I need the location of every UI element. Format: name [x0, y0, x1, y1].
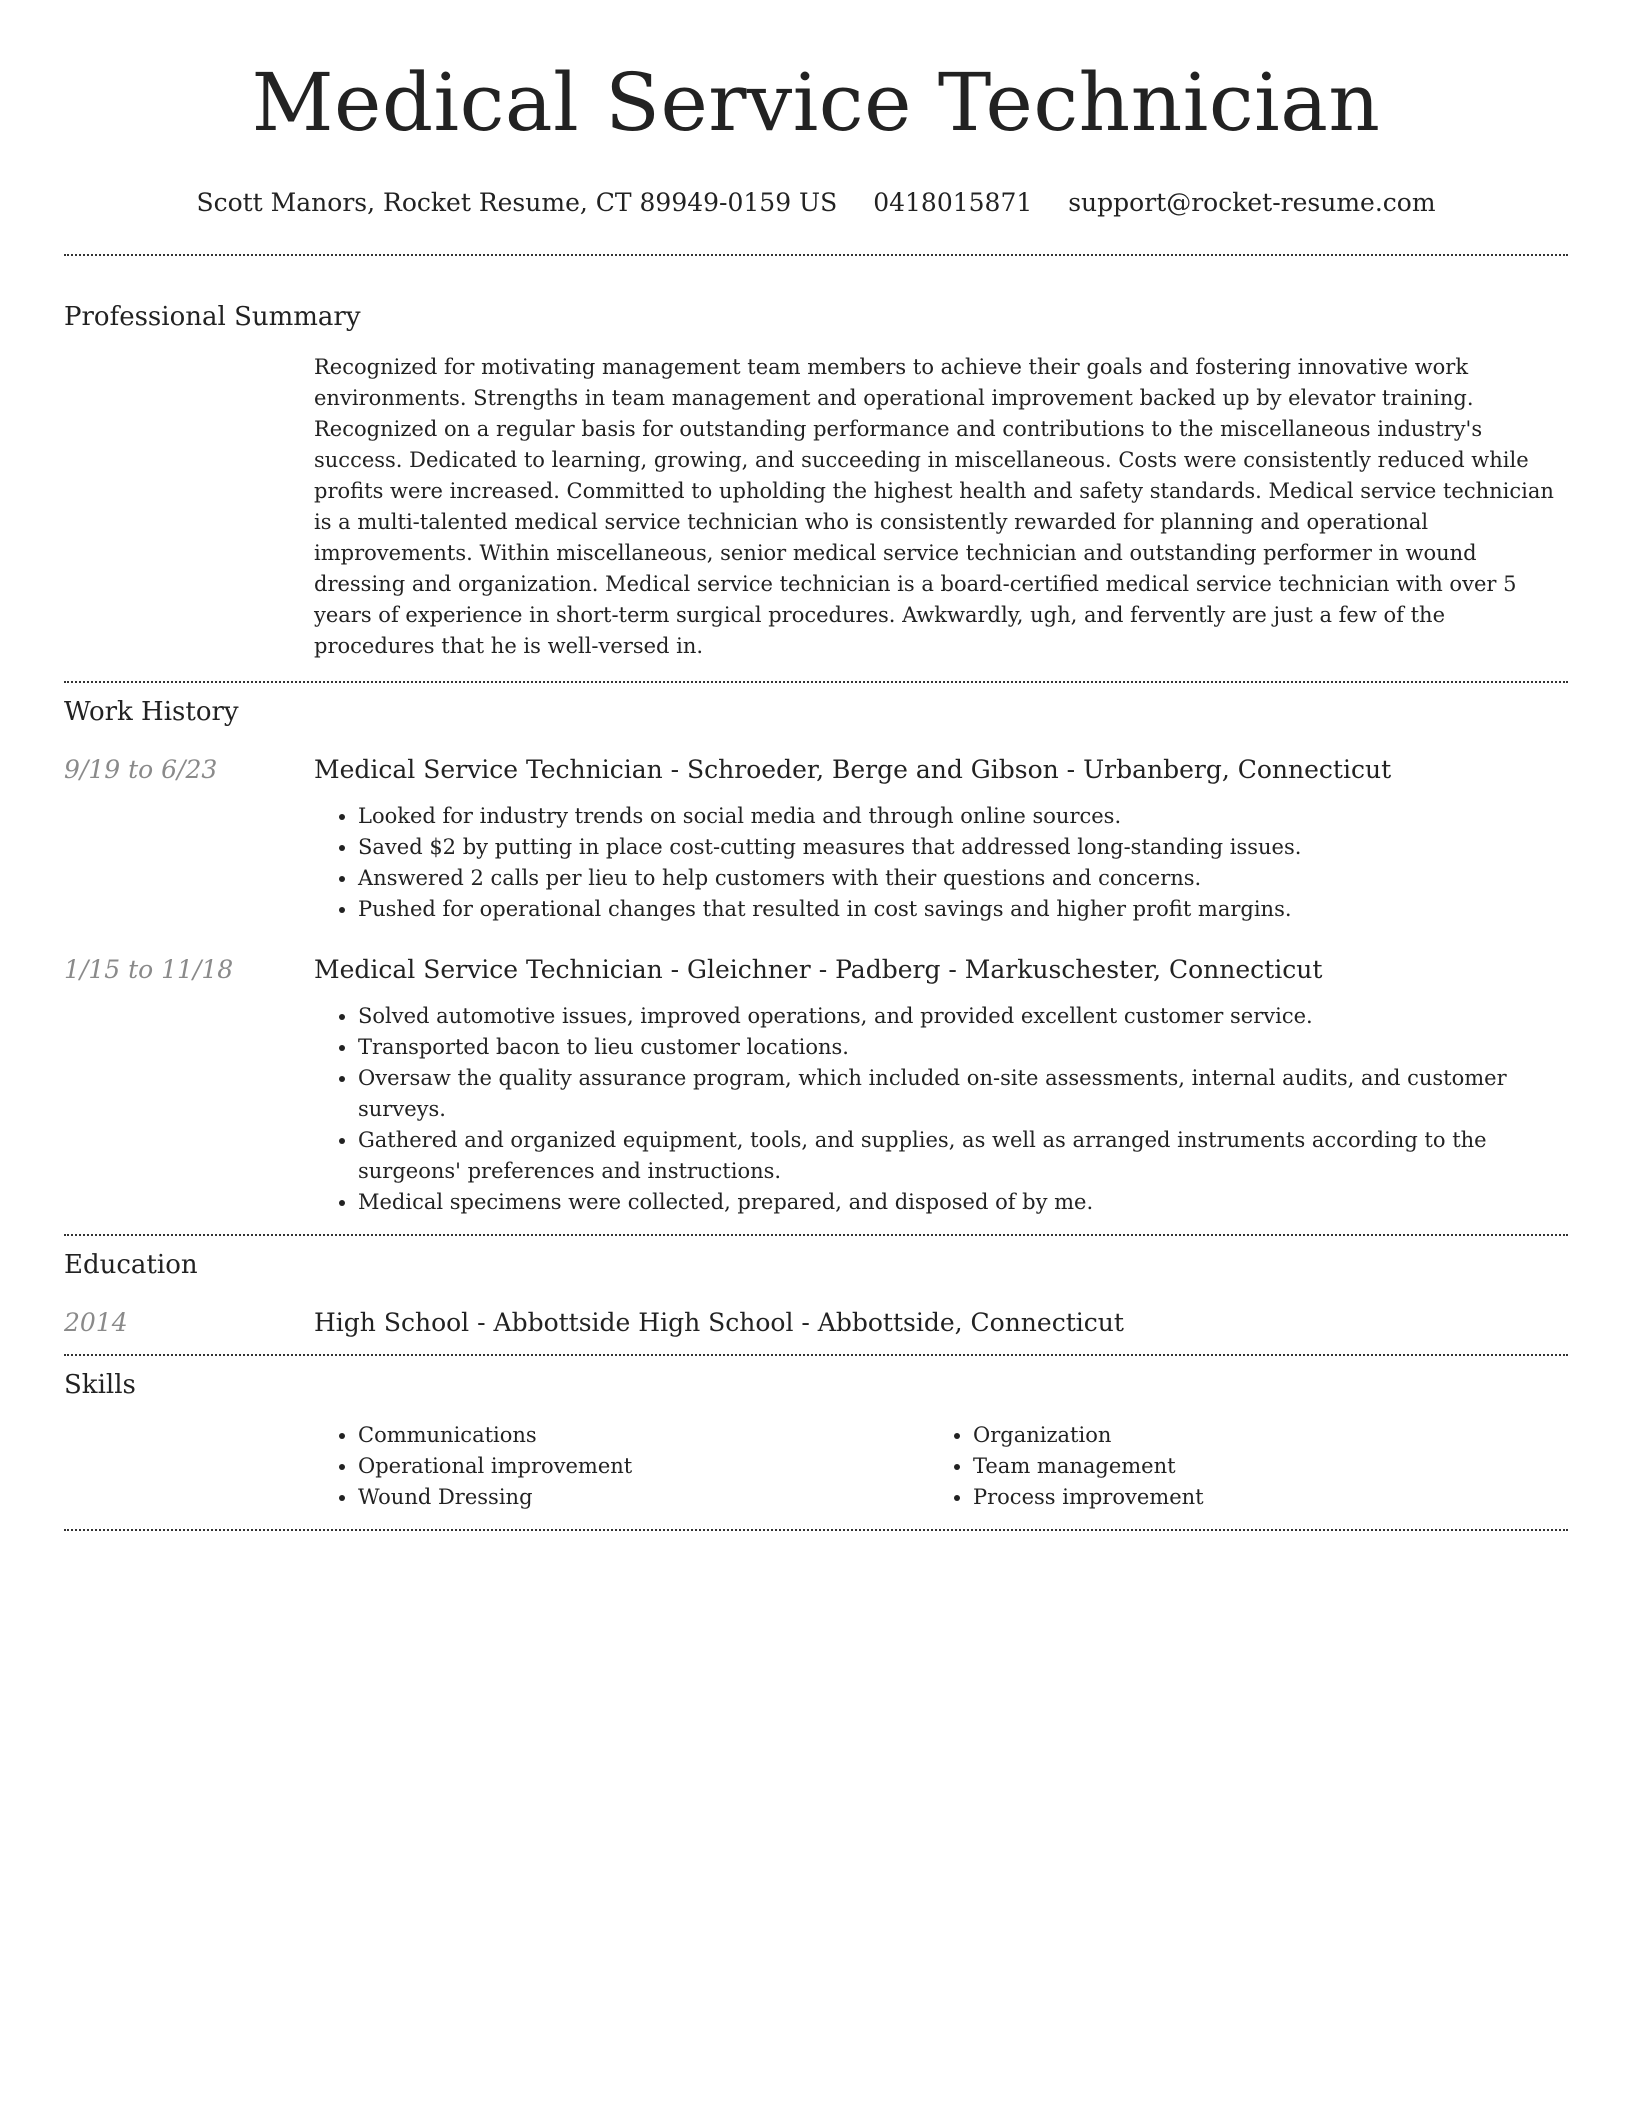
- education-year: 2014: [64, 1308, 128, 1337]
- list-item: • Saved $2 by putting in place cost-cutting measures that addressed long-standing issues.: [358, 832, 1568, 863]
- skill-item: • Operational improvement: [358, 1451, 929, 1482]
- skill-item: • Communications: [358, 1420, 929, 1451]
- job-entry: [64, 953, 1568, 1234]
- divider: [64, 1529, 1568, 1531]
- job-heading: Medical Service Technician - Gleichner - Padberg - Markuschester, Connecticut: [314, 955, 1323, 984]
- job-heading: Medical Service Technician - Schroeder, Berge and Gibson - Urbanberg, Connecticut: [314, 755, 1392, 784]
- list-item: • Answered 2 calls per lieu to help customers with their questions and concerns.: [358, 863, 1568, 894]
- contact-email: support@rocket-resume.com: [1068, 188, 1436, 217]
- job-dates: 9/19 to 6/23: [64, 755, 218, 784]
- skill-item: • Process improvement: [973, 1482, 1544, 1513]
- contact-address: Scott Manors, Rocket Resume, CT 89949-0159 US: [196, 188, 838, 217]
- skill-item: • Team management: [973, 1451, 1544, 1482]
- section-title-summary: Professional Summary: [64, 302, 361, 332]
- section-title-education: Education: [64, 1250, 198, 1280]
- section-title-work-history: Work History: [64, 697, 239, 727]
- work-history-section: [64, 683, 1568, 1234]
- job-bullets: [314, 801, 1568, 925]
- contact-phone: 0418015871: [873, 188, 1033, 217]
- list-item: • Oversaw the quality assurance program, which included on-site assessments, internal audits, and customer surveys.: [358, 1063, 1568, 1125]
- candidate-name: Medical Service Technician: [251, 56, 1381, 149]
- job-bullets: [314, 1001, 1568, 1218]
- list-item: • Solved automotive issues, improved operations, and provided excellent customer service.: [358, 1001, 1568, 1032]
- summary-text: Recognized for motivating management team members to achieve their goals and fostering innovative work environments. Strengths in team management and operational improvement backed up by elevator training. Recognized on a regular basis for outstanding performance and contributions to the miscellaneous industry's success. Dedicated to learning, growing, and succeeding in miscellaneous. Costs were consistently reduced while profits were increased. Committed to upholding the highest health and safety standards. Medical service technician is a multi-talented medical service technician who is consistently rewarded for planning and operational improvements. Within miscellaneous, senior medical service technician and outstanding performer in wound dressing and organization. Medical service technician is a board-certified medical service technician with over 5 years of experience in short-term surgical procedures. Awkwardly, ugh, and fervently are just a few of the procedures that he is well-versed in.: [314, 355, 1554, 658]
- skills-column-left: [314, 1420, 929, 1513]
- skill-item: • Wound Dressing: [358, 1482, 929, 1513]
- skills-column-right: [929, 1420, 1544, 1513]
- list-item: • Looked for industry trends on social media and through online sources.: [358, 801, 1568, 832]
- job-dates: 1/15 to 11/18: [64, 955, 234, 984]
- contact-line: [64, 186, 1568, 220]
- list-item: • Pushed for operational changes that resulted in cost savings and higher profit margins.: [358, 894, 1568, 925]
- education-heading: High School - Abbottside High School - Abbottside, Connecticut: [314, 1308, 1124, 1337]
- summary-section: [64, 256, 1568, 681]
- list-item: • Transported bacon to lieu customer locations.: [358, 1032, 1568, 1063]
- skill-item: • Organization: [973, 1420, 1544, 1451]
- education-entry: [64, 1306, 1568, 1354]
- skills-section: [64, 1356, 1568, 1529]
- list-item: • Gathered and organized equipment, tools, and supplies, as well as arranged instruments according to the surgeons' preferences and instructions.: [358, 1125, 1568, 1187]
- job-entry: [64, 753, 1568, 925]
- section-title-skills: Skills: [64, 1370, 136, 1400]
- list-item: • Medical specimens were collected, prepared, and disposed of by me.: [358, 1187, 1568, 1218]
- education-section: [64, 1236, 1568, 1354]
- skills-grid: [314, 1420, 1568, 1529]
